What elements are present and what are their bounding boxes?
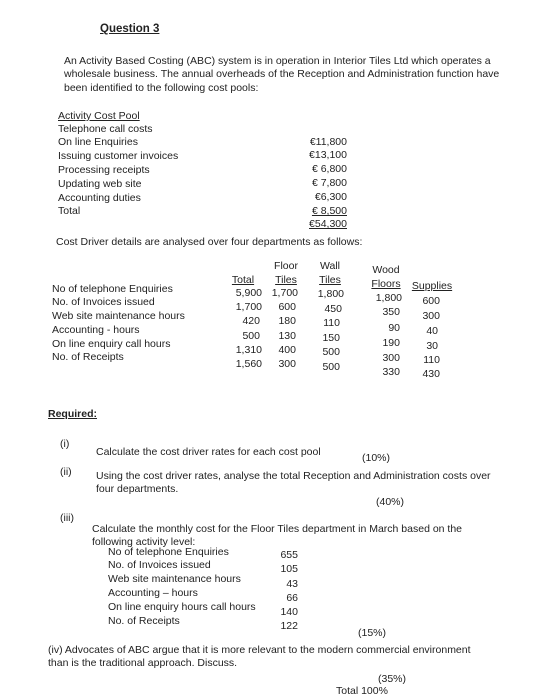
- driver-label: Web site maintenance hours: [52, 310, 185, 322]
- driver-wood-floors: 350: [382, 306, 400, 318]
- driver-total: 1,700: [235, 301, 262, 313]
- question-number: (ii): [60, 466, 72, 478]
- driver-wall-tiles: 150: [322, 332, 340, 344]
- driver-floor-tiles: 180: [278, 315, 296, 327]
- required-heading: Required:: [48, 408, 98, 420]
- cost-pool-amount: €11,800: [309, 136, 347, 148]
- cost-pool-name: On line Enquiries: [58, 136, 138, 148]
- header-supplies: Supplies: [411, 280, 453, 292]
- driver-floor-tiles: 300: [278, 358, 296, 370]
- question-title: Question 3: [100, 23, 160, 35]
- driver-label: No. of Receipts: [52, 351, 124, 363]
- question-text: [48, 644, 488, 671]
- question-marks: (10%): [362, 452, 391, 464]
- activity-label: On line enquiry hours call hours: [108, 601, 256, 613]
- driver-wall-tiles: 110: [323, 317, 340, 329]
- driver-label: On line enquiry call hours: [52, 338, 171, 350]
- question-number: (iii): [60, 512, 74, 524]
- driver-wood-floors: 190: [382, 337, 400, 349]
- driver-wood-floors: 300: [382, 352, 400, 364]
- driver-wall-tiles: 500: [322, 361, 340, 373]
- total-marks: Total 100%: [336, 685, 388, 697]
- driver-floor-tiles: 400: [278, 344, 296, 356]
- driver-label: Accounting - hours: [52, 324, 140, 336]
- header-wall-top: Wall: [319, 260, 341, 272]
- cost-pool-amount: € 6,800: [311, 163, 347, 175]
- question-number: (i): [60, 438, 70, 450]
- header-wood-top: Wood: [372, 264, 400, 276]
- question-marks: (15%): [358, 627, 387, 639]
- driver-wall-tiles: 1,800: [317, 288, 344, 300]
- driver-floor-tiles: 1,700: [271, 287, 298, 299]
- activity-label: Accounting – hours: [108, 587, 198, 599]
- driver-supplies: 30: [426, 340, 438, 352]
- cost-pool-total-amount: €54,300: [309, 218, 347, 230]
- activity-value: 66: [286, 592, 298, 604]
- activity-value: 655: [280, 549, 298, 561]
- activity-value: 140: [280, 606, 298, 618]
- driver-total: 1,560: [235, 358, 262, 370]
- driver-total: 5,900: [235, 287, 262, 299]
- driver-supplies: 430: [422, 368, 440, 380]
- driver-floor-tiles: 130: [278, 330, 296, 342]
- cost-pool-heading: Activity Cost Pool: [58, 110, 140, 122]
- driver-wood-floors: 1,800: [375, 292, 402, 304]
- driver-supplies: 300: [422, 310, 440, 322]
- cost-pool-total-label: Total: [58, 205, 81, 217]
- question-text: Calculate the cost driver rates for each cost pool: [96, 446, 321, 458]
- activity-value: 105: [280, 563, 298, 575]
- driver-wall-tiles: 500: [322, 346, 340, 358]
- activity-label: Web site maintenance hours: [108, 573, 241, 585]
- intro-paragraph: An Activity Based Costing (ABC) system is in operation in Interior Tiles Ltd which operates a wholesale business. The annual overheads of the Reception and Administration function have been identified to the following cost pools:: [64, 55, 500, 94]
- header-floor-top: Floor: [274, 260, 298, 272]
- driver-total: 1,310: [235, 344, 262, 356]
- driver-supplies: 600: [422, 295, 440, 307]
- driver-label: No. of Invoices issued: [52, 296, 155, 308]
- header-wood-bottom: Floors: [371, 278, 401, 290]
- header-wall-bottom: Tiles: [319, 274, 341, 286]
- cost-pool-amount: €13,100: [309, 149, 347, 161]
- driver-wood-floors: 330: [382, 366, 400, 378]
- cost-pool-name: Updating web site: [58, 178, 142, 190]
- cost-pool-amount: € 7,800: [311, 177, 347, 189]
- driver-total: 420: [242, 315, 260, 327]
- activity-label: No. of Invoices issued: [108, 559, 211, 571]
- question-text: Calculate the monthly cost for the Floor Tiles department in March based on the following activity level:: [92, 523, 463, 549]
- header-total: Total: [231, 274, 255, 286]
- driver-total: 500: [242, 330, 260, 342]
- activity-label: No. of Receipts: [108, 615, 180, 627]
- activity-label: No of telephone Enquiries: [108, 546, 229, 558]
- question-text: Using the cost driver rates, analyse the total Reception and Administration costs over four departments.: [96, 470, 491, 496]
- driver-supplies: 40: [426, 325, 438, 337]
- cost-pool-name: Accounting duties: [58, 192, 141, 204]
- question-marks: (40%): [376, 496, 405, 508]
- driver-wood-floors: 90: [388, 322, 400, 334]
- question-number: (iv): [48, 644, 63, 656]
- cost-pool-amount: € 8,500: [311, 205, 347, 217]
- cost-pool-name: Issuing customer invoices: [58, 150, 179, 162]
- driver-wall-tiles: 450: [324, 303, 342, 315]
- question-text-body: Advocates of ABC argue that it is more relevant to the modern commercial environment than is the traditional approach. Discuss.: [48, 644, 471, 670]
- activity-value: 43: [286, 578, 298, 590]
- activity-value: 122: [280, 620, 298, 632]
- cost-pool-name: Telephone call costs: [58, 123, 153, 135]
- cost-driver-intro: Cost Driver details are analysed over four departments as follows:: [56, 236, 363, 248]
- cost-pool-name: Processing receipts: [58, 164, 150, 176]
- driver-floor-tiles: 600: [278, 301, 296, 313]
- header-floor-bottom: Tiles: [275, 274, 297, 286]
- question-marks: (35%): [378, 673, 407, 685]
- driver-supplies: 110: [423, 354, 440, 366]
- driver-label: No of telephone Enquiries: [52, 283, 173, 295]
- cost-pool-amount: €6,300: [314, 191, 347, 203]
